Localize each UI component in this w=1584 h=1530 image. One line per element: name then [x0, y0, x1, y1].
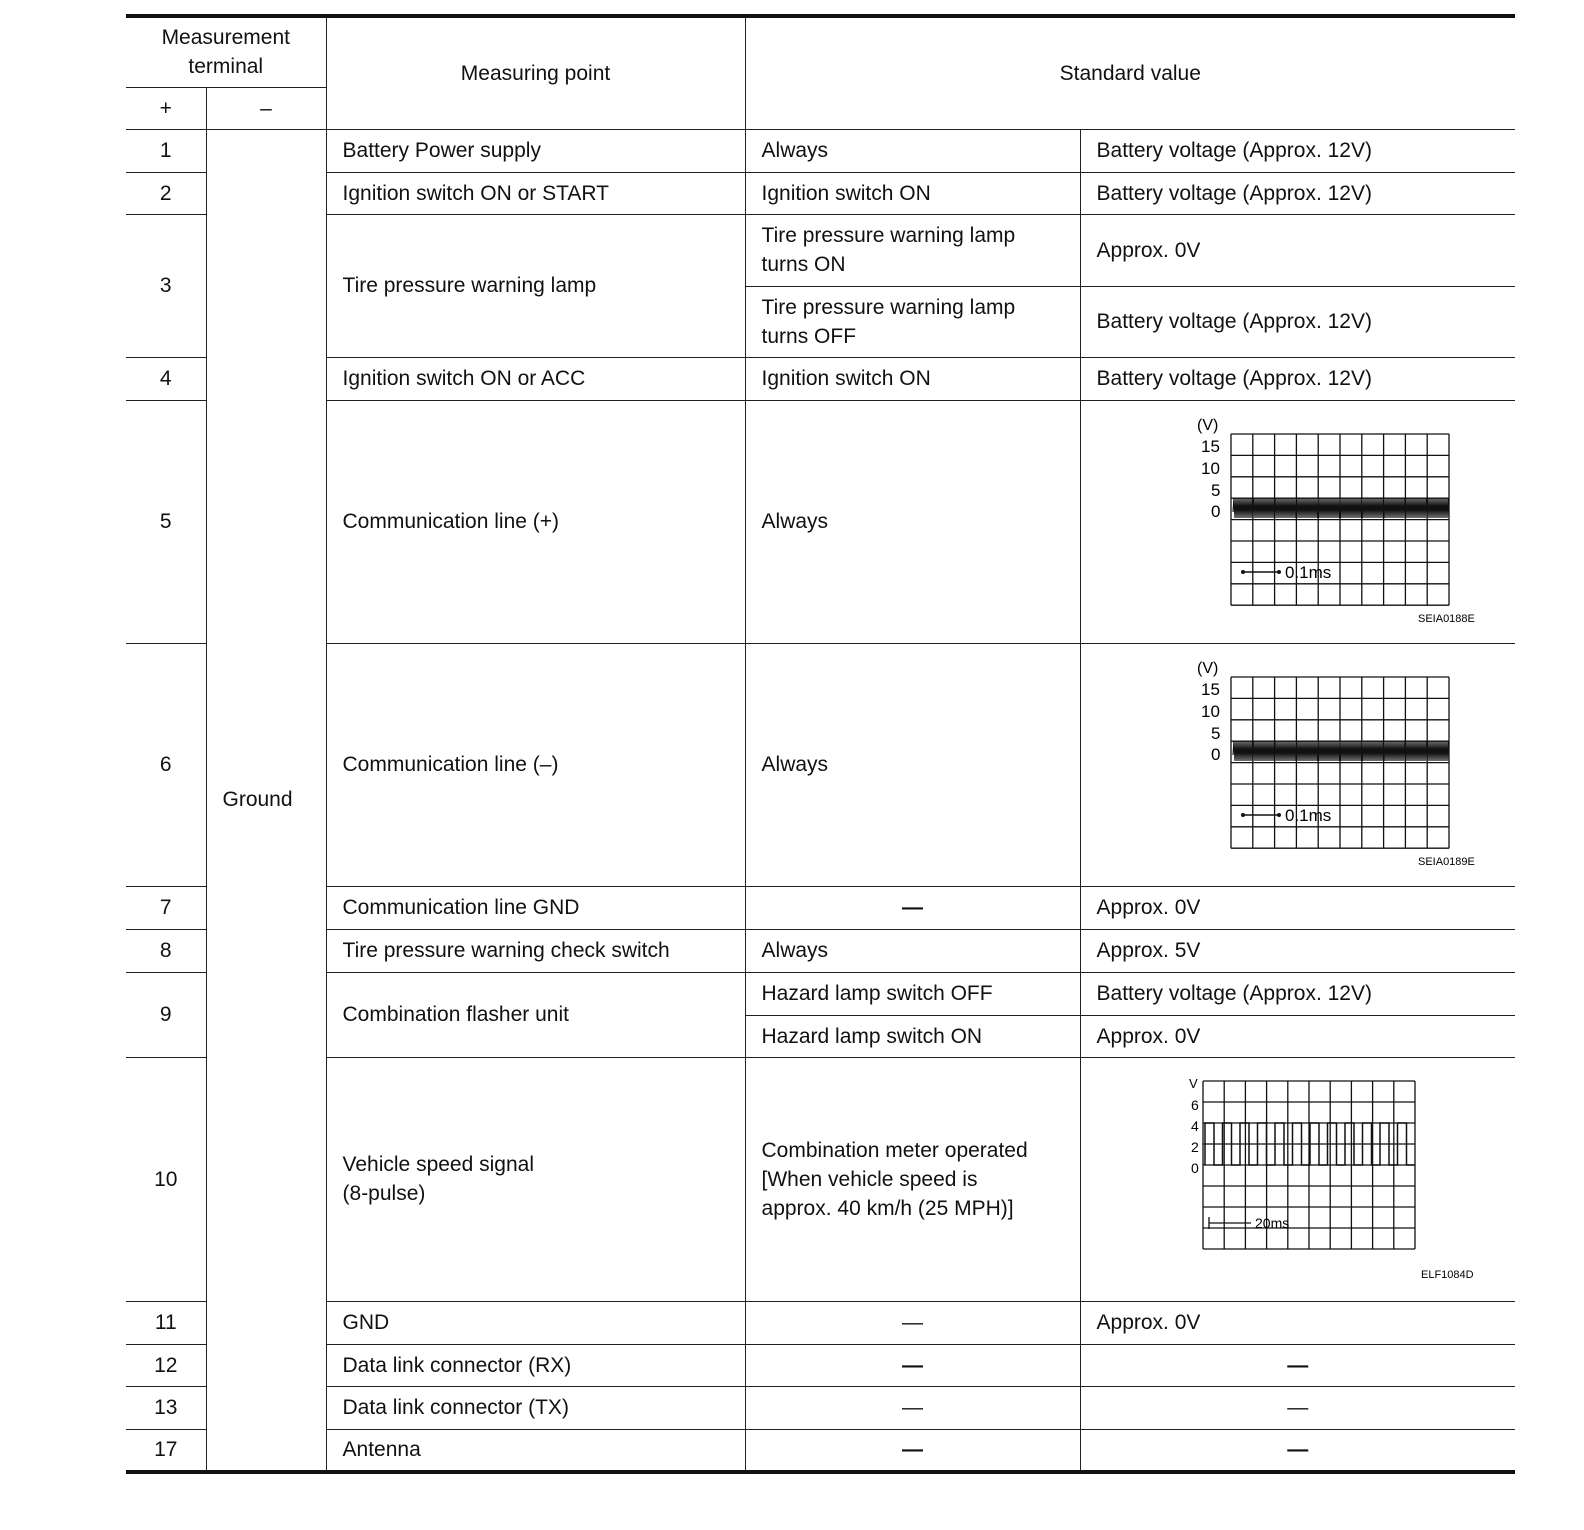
condition: Always: [745, 400, 1080, 643]
standard-value: —: [1080, 1429, 1515, 1472]
ground-terminal: Ground: [206, 129, 326, 1472]
terminal-number: 10: [126, 1057, 206, 1301]
terminal-number: 17: [126, 1429, 206, 1472]
standard-value: Battery voltage (Approx. 12V): [1080, 972, 1515, 1015]
terminal-number: 5: [126, 400, 206, 643]
tick-10: 10: [1200, 701, 1220, 721]
standard-value: Approx. 0V: [1080, 1301, 1515, 1344]
standard-value: Approx. 5V: [1080, 929, 1515, 972]
terminal-number: 8: [126, 929, 206, 972]
standard-value: Battery voltage (Approx. 12V): [1080, 172, 1515, 214]
condition: Hazard lamp switch OFF: [745, 972, 1080, 1015]
condition-line: Combination meter operated: [761, 1138, 1028, 1162]
figure-code: SEIA0188E: [1417, 612, 1475, 625]
measuring-point: Combination flasher unit: [326, 972, 745, 1057]
terminal-number: 6: [126, 643, 206, 886]
tick-10: 10: [1200, 458, 1220, 478]
tick-0: 0: [1210, 501, 1221, 521]
comm-minus-waveform: [1133, 655, 1475, 875]
condition: Ignition switch ON: [745, 357, 1080, 400]
measuring-point: GND: [326, 1301, 745, 1344]
tick-0: 0: [1210, 744, 1221, 764]
condition: —: [745, 1429, 1080, 1472]
figure-code: ELF1084D: [1420, 1269, 1474, 1281]
standard-value: Approx. 0V: [1080, 214, 1515, 286]
condition: [745, 1057, 1080, 1301]
standard-value: —: [1080, 1386, 1515, 1429]
waveform-cell: [1080, 1057, 1515, 1301]
tick-6: 6: [1190, 1097, 1199, 1113]
measuring-point: Data link connector (TX): [326, 1386, 745, 1429]
condition: Hazard lamp switch ON: [745, 1015, 1080, 1057]
header-plus: +: [126, 87, 206, 129]
terminal-number: 4: [126, 357, 206, 400]
figure-code: SEIA0189E: [1417, 855, 1475, 868]
terminal-number: 11: [126, 1301, 206, 1344]
tick-15: 15: [1200, 679, 1220, 699]
condition: —: [745, 1301, 1080, 1344]
standard-value: —: [1080, 1344, 1515, 1386]
tick-5: 5: [1210, 723, 1221, 743]
scope-grid: [1231, 434, 1449, 605]
measuring-point: Ignition switch ON or START: [326, 172, 745, 214]
terminal-number: 3: [126, 214, 206, 357]
terminal-number: 13: [126, 1386, 206, 1429]
header-measuring-point: Measuring point: [326, 16, 745, 129]
time-scale-label: 20ms: [1254, 1215, 1289, 1231]
tick-15: 15: [1200, 436, 1220, 456]
standard-value: Battery voltage (Approx. 12V): [1080, 357, 1515, 400]
measuring-point: Data link connector (RX): [326, 1344, 745, 1386]
unit-label: V: [1188, 1076, 1198, 1091]
header-measurement-terminal: Measurement terminal: [126, 16, 326, 87]
measuring-point: Tire pressure warning check switch: [326, 929, 745, 972]
measuring-point: Ignition switch ON or ACC: [326, 357, 745, 400]
tick-4: 4: [1190, 1118, 1199, 1134]
unit-label: (V): [1196, 659, 1219, 677]
measuring-point: Communication line (+): [326, 400, 745, 643]
measuring-point-line: (8-pulse): [342, 1182, 426, 1205]
condition: Tire pressure warning lamp turns ON: [745, 214, 1080, 286]
measuring-point: Battery Power supply: [326, 129, 745, 172]
terminal-number: 2: [126, 172, 206, 214]
condition: Always: [745, 129, 1080, 172]
standard-value: Approx. 0V: [1080, 886, 1515, 929]
comm-plus-waveform: [1133, 412, 1475, 632]
condition: —: [745, 886, 1080, 929]
standard-value: Approx. 0V: [1080, 1015, 1515, 1057]
waveform-cell: [1080, 400, 1515, 643]
measuring-point-line: Vehicle speed signal: [342, 1153, 534, 1176]
condition: Always: [745, 929, 1080, 972]
condition-line: [When vehicle speed is: [761, 1167, 978, 1191]
unit-label: (V): [1196, 416, 1219, 434]
measuring-point: Communication line GND: [326, 886, 745, 929]
condition: —: [745, 1386, 1080, 1429]
tick-0: 0: [1190, 1160, 1199, 1176]
measuring-point: Tire pressure warning lamp: [326, 214, 745, 357]
tick-5: 5: [1210, 480, 1221, 500]
standard-value: Battery voltage (Approx. 12V): [1080, 129, 1515, 172]
time-scale-label: 0.1ms: [1284, 805, 1332, 825]
terminal-number: 7: [126, 886, 206, 929]
terminal-spec-table: [126, 14, 1515, 1474]
tick-2: 2: [1190, 1139, 1199, 1155]
time-scale-label: 0.1ms: [1284, 562, 1332, 582]
condition: Ignition switch ON: [745, 172, 1080, 214]
measuring-point: Communication line (–): [326, 643, 745, 886]
measuring-point: [326, 1057, 745, 1301]
condition: Always: [745, 643, 1080, 886]
scope-grid: [1231, 677, 1449, 848]
standard-value: Battery voltage (Approx. 12V): [1080, 286, 1515, 357]
condition-line: approx. 40 km/h (25 MPH)]: [761, 1196, 1014, 1220]
measuring-point: Antenna: [326, 1429, 745, 1472]
terminal-number: 9: [126, 972, 206, 1057]
condition: —: [745, 1344, 1080, 1386]
condition: Tire pressure warning lamp turns OFF: [745, 286, 1080, 357]
waveform-cell: [1080, 643, 1515, 886]
terminal-number: 12: [126, 1344, 206, 1386]
header-minus: –: [206, 87, 326, 129]
header-standard-value: Standard value: [745, 16, 1515, 129]
vehicle-speed-waveform: [1133, 1069, 1474, 1289]
terminal-number: 1: [126, 129, 206, 172]
